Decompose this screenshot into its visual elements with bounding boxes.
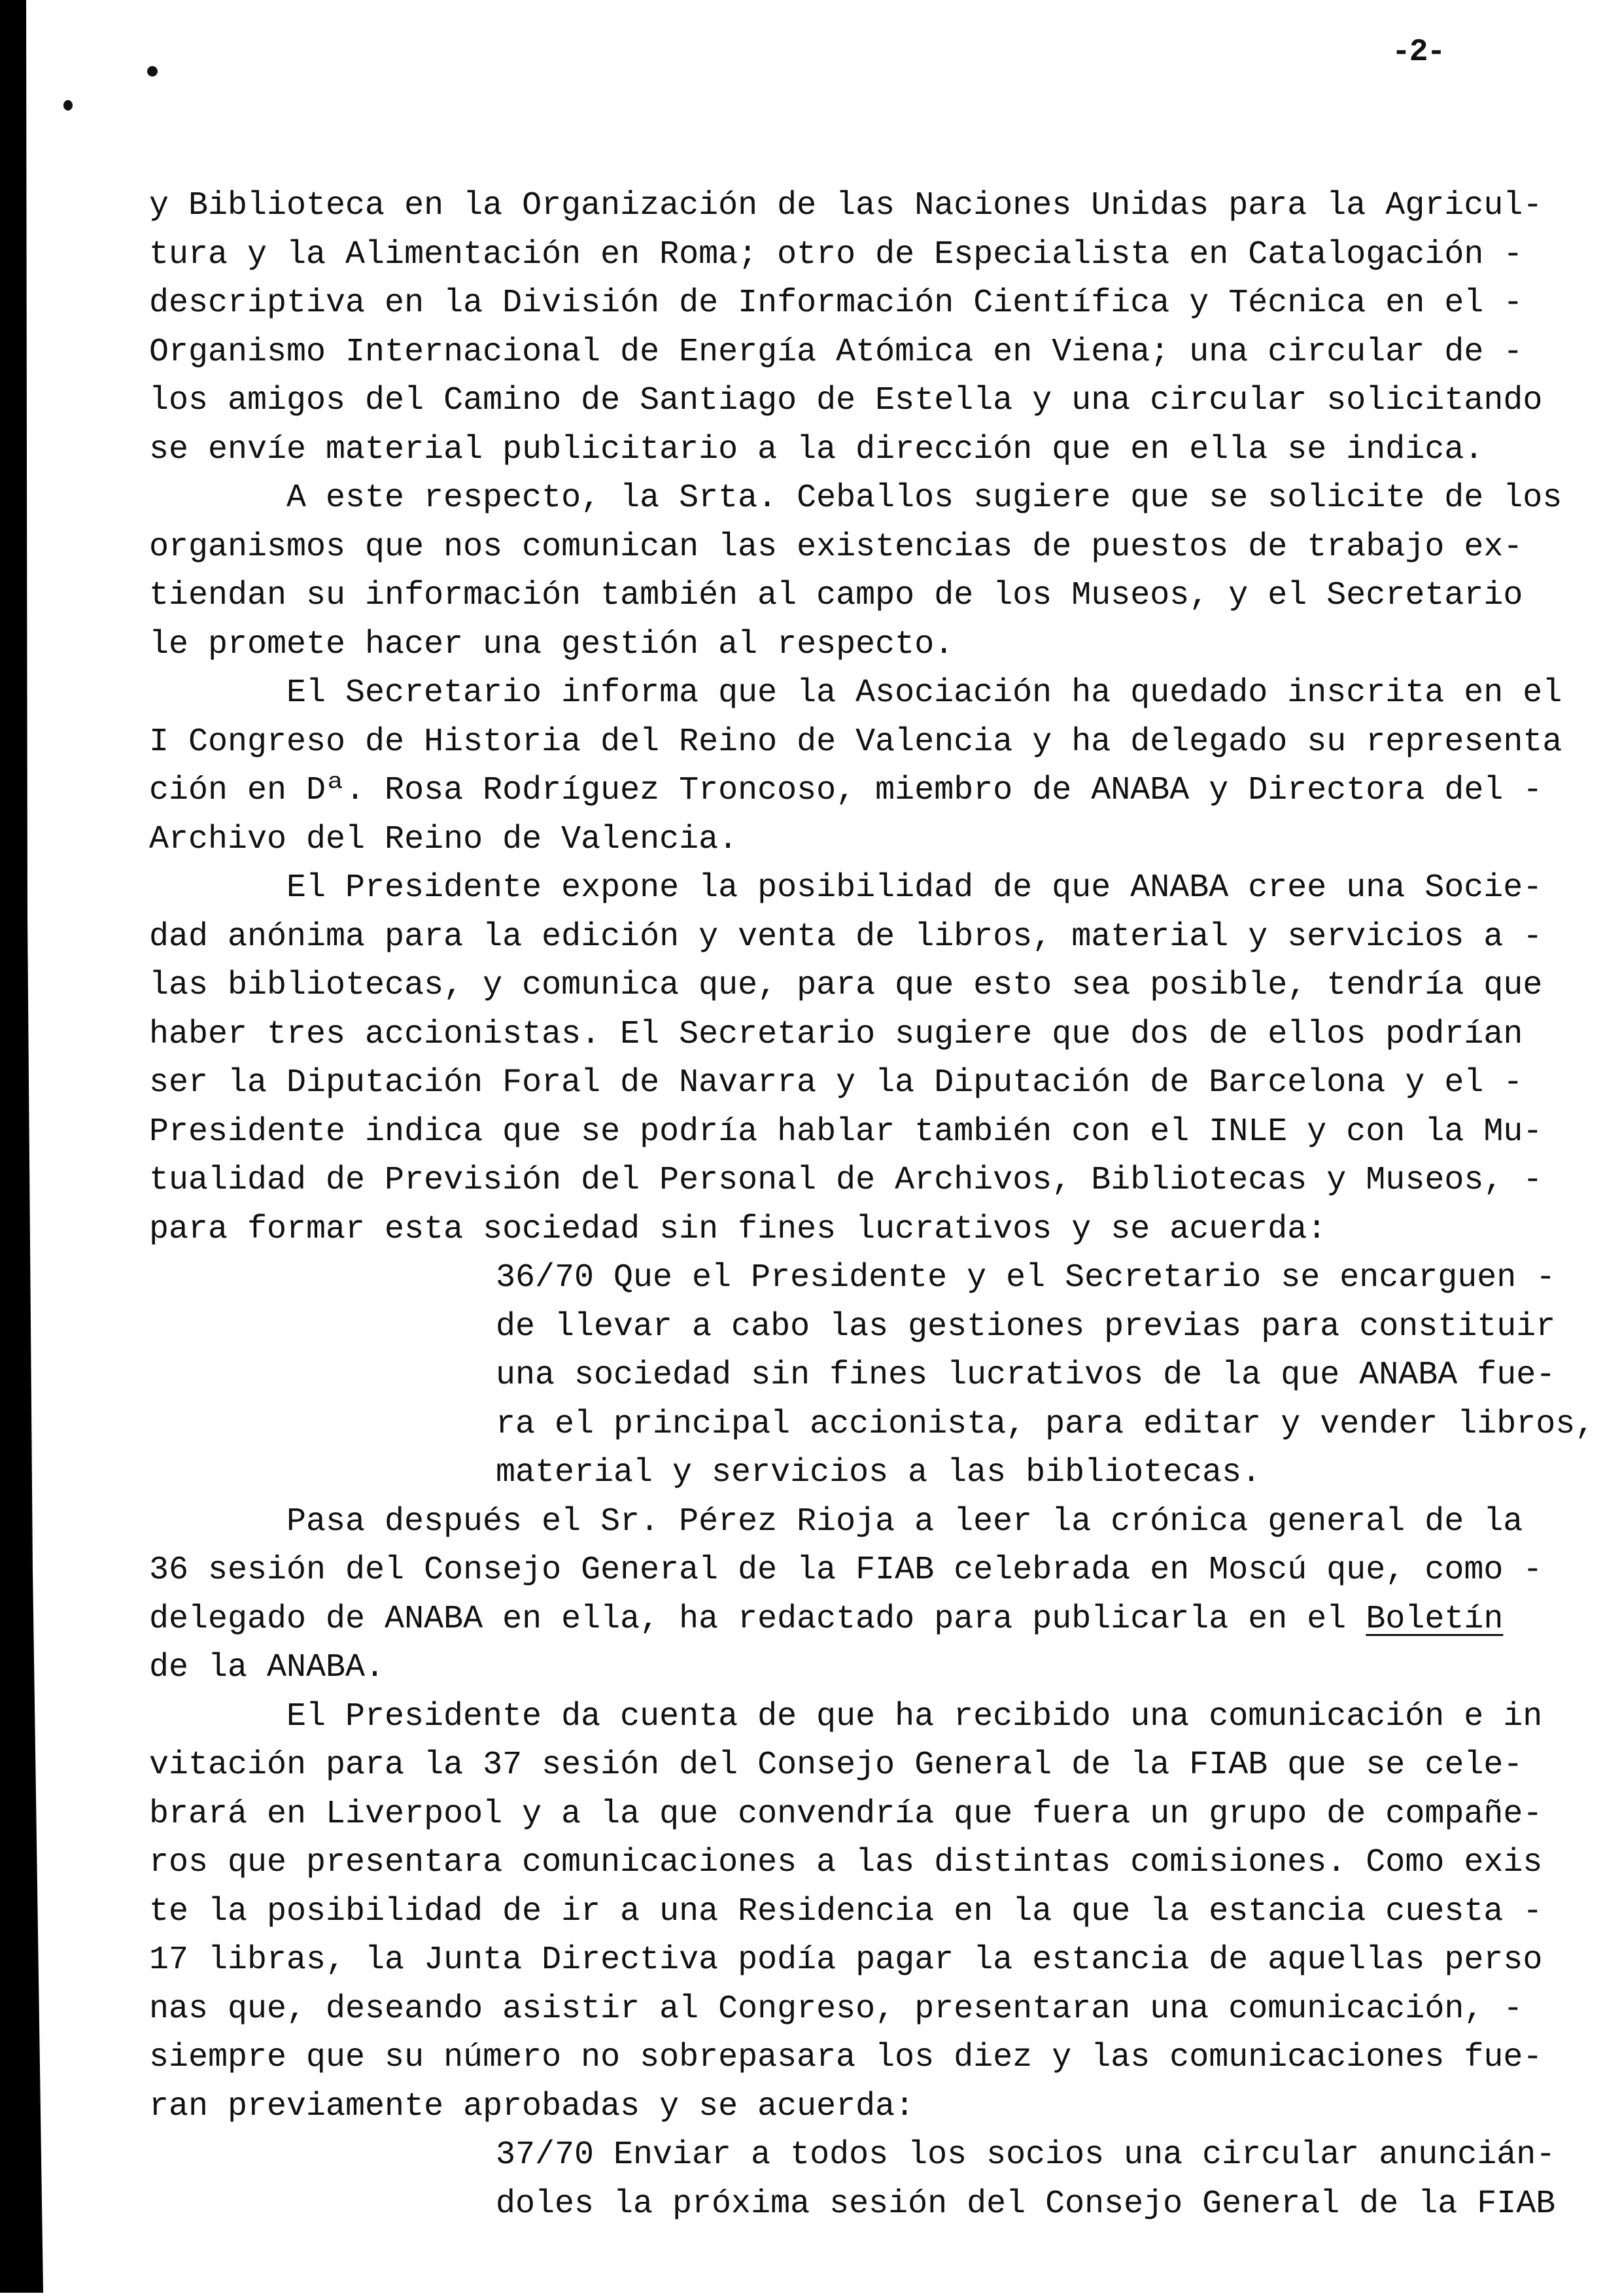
text-line	[149, 1693, 1588, 1742]
line-text: El Presidente da cuenta de que ha recibido una comunicación e in	[286, 1697, 1543, 1735]
punch-mark-dot	[147, 66, 158, 77]
text-line	[149, 523, 1588, 572]
line-text: nas que, deseando asistir al Congreso, presentaran una comunicación, -	[149, 1990, 1523, 2028]
text-line	[149, 1546, 1588, 1595]
text-line	[149, 1059, 1588, 1108]
text-line	[149, 572, 1588, 621]
text-line	[149, 1985, 1588, 2034]
line-text: Pasa después el Sr. Pérez Rioja a leer la crónica general de la	[286, 1503, 1523, 1540]
text-line	[149, 2083, 1588, 2132]
resolution-line	[149, 1449, 1588, 1498]
line-text: doles la próxima sesión del Consejo General de la FIAB	[496, 2185, 1556, 2223]
resolution-line	[149, 2180, 1588, 2229]
text-line	[149, 231, 1588, 280]
line-text: para formar esta sociedad sin fines lucrativos y se acuerda:	[149, 1210, 1327, 1248]
resolution-line	[149, 2131, 1588, 2180]
line-text: ran previamente aprobadas y se acuerda:	[149, 2087, 915, 2125]
line-text: Presidente indica que se podría hablar también con el INLE y con la Mu-	[149, 1113, 1543, 1151]
line-text: material y servicios a las bibliotecas.	[496, 1454, 1262, 1491]
line-text: A este respecto, la Srta. Ceballos sugiere que se solicite de los	[286, 479, 1562, 517]
text-line	[149, 2034, 1588, 2083]
line-text: una sociedad sin fines lucrativos de la que ANABA fue-	[496, 1357, 1556, 1394]
text-line	[149, 816, 1588, 865]
resolution-line	[149, 1254, 1588, 1303]
line-text: vitación para la 37 sesión del Consejo General de la FIAB que se cele-	[149, 1747, 1523, 1784]
text-line	[149, 1206, 1588, 1255]
underlined-title: Boletín	[1366, 1600, 1504, 1638]
text-line	[149, 1936, 1588, 1985]
text-line	[149, 1157, 1588, 1206]
text-line	[149, 182, 1588, 231]
line-text: 37/70 Enviar a todos los socios una circular anuncián-	[496, 2136, 1556, 2174]
line-text: de la ANABA.	[149, 1649, 385, 1686]
line-text: las bibliotecas, y comunica que, para que esto sea posible, tendría que	[149, 967, 1543, 1004]
line-text: 36/70 Que el Presidente y el Secretario se encarguen -	[496, 1259, 1556, 1296]
line-text: dad anónima para la edición y venta de libros, material y servicios a -	[149, 918, 1543, 956]
line-text: se envíe material publicitario a la dirección que en ella se indica.	[149, 430, 1484, 468]
line-text: 17 libras, la Junta Directiva podía pagar la estancia de aquellas perso	[149, 1941, 1543, 1979]
text-line	[149, 1790, 1588, 1839]
line-text: te la posibilidad de ir a una Residencia en la que la estancia cuesta -	[149, 1892, 1543, 1930]
document-body	[149, 182, 1595, 2229]
line-text: Archivo del Reino de Valencia.	[149, 820, 738, 858]
text-line	[149, 377, 1588, 426]
scan-edge-shape	[0, 0, 46, 2293]
line-text: ser la Diputación Foral de Navarra y la Diputación de Barcelona y el -	[149, 1064, 1523, 1102]
text-line	[149, 1011, 1588, 1060]
line-text: tualidad de Previsión del Personal de Archivos, Bibliotecas y Museos, -	[149, 1162, 1543, 1199]
resolution-line	[149, 1400, 1595, 1450]
line-text: siempre que su número no sobrepasara los diez y las comunicaciones fue-	[149, 2039, 1543, 2076]
text-line	[149, 1888, 1588, 1937]
line-text: tura y la Alimentación en Roma; otro de Especialista en Catalogación -	[149, 235, 1523, 273]
resolution-line	[149, 1303, 1588, 1352]
text-line	[149, 913, 1588, 962]
line-text: ros que presentara comunicaciones a las distintas comisiones. Como exis	[149, 1844, 1543, 1881]
line-text: descriptiva en la División de Información Científica y Técnica en el -	[149, 285, 1523, 322]
text-line	[149, 962, 1588, 1011]
line-text: de llevar a cabo las gestiones previas para constituir	[496, 1308, 1556, 1346]
line-text: El Presidente expone la posibilidad de que ANABA cree una Socie-	[286, 869, 1543, 907]
text-line	[149, 767, 1588, 816]
page-number: -2-	[1392, 35, 1445, 70]
text-line	[149, 669, 1588, 718]
text-line	[149, 1108, 1588, 1157]
line-text: los amigos del Camino de Santiago de Estella y una circular solicitando	[149, 382, 1543, 419]
text-line	[149, 1839, 1588, 1888]
text-line	[149, 1741, 1588, 1790]
line-text: Organismo Internacional de Energía Atómica en Viena; una circular de -	[149, 333, 1523, 371]
line-text: delegado de ANABA en ella, ha redactado para publicarla en el	[149, 1600, 1366, 1638]
punch-mark-dot	[63, 100, 73, 111]
text-line	[149, 1498, 1588, 1547]
text-line	[149, 621, 1588, 670]
line-text: le promete hacer una gestión al respecto.	[149, 625, 954, 663]
text-line	[149, 718, 1588, 767]
line-text: tiendan su información también al campo de los Museos, y el Secretario	[149, 577, 1523, 614]
text-line	[149, 1644, 1588, 1693]
text-line	[149, 426, 1588, 475]
line-text: haber tres accionistas. El Secretario sugiere que dos de ellos podrían	[149, 1015, 1523, 1053]
line-text: ción en Dª. Rosa Rodríguez Troncoso, miembro de ANABA y Directora del -	[149, 772, 1543, 809]
scan-edge-shadow	[0, 0, 46, 2293]
text-line	[149, 864, 1588, 913]
resolution-line	[149, 1351, 1588, 1400]
text-line	[149, 328, 1588, 377]
line-text: organismos que nos comunican las existencias de puestos de trabajo ex-	[149, 528, 1523, 566]
text-line	[149, 474, 1588, 523]
text-line	[149, 1595, 1588, 1644]
text-line	[149, 279, 1588, 328]
line-text: I Congreso de Historia del Reino de Valencia y ha delegado su representa	[149, 723, 1562, 761]
line-text: 36 sesión del Consejo General de la FIAB celebrada en Moscú que, como -	[149, 1552, 1543, 1589]
line-text: El Secretario informa que la Asociación ha quedado inscrita en el	[286, 674, 1562, 712]
line-text: ra el principal accionista, para editar y vender libros,	[496, 1405, 1595, 1443]
line-text: brará en Liverpool y a la que convendría que fuera un grupo de compañe-	[149, 1795, 1543, 1833]
line-text: y Biblioteca en la Organización de las Naciones Unidas para la Agricul-	[149, 187, 1543, 224]
